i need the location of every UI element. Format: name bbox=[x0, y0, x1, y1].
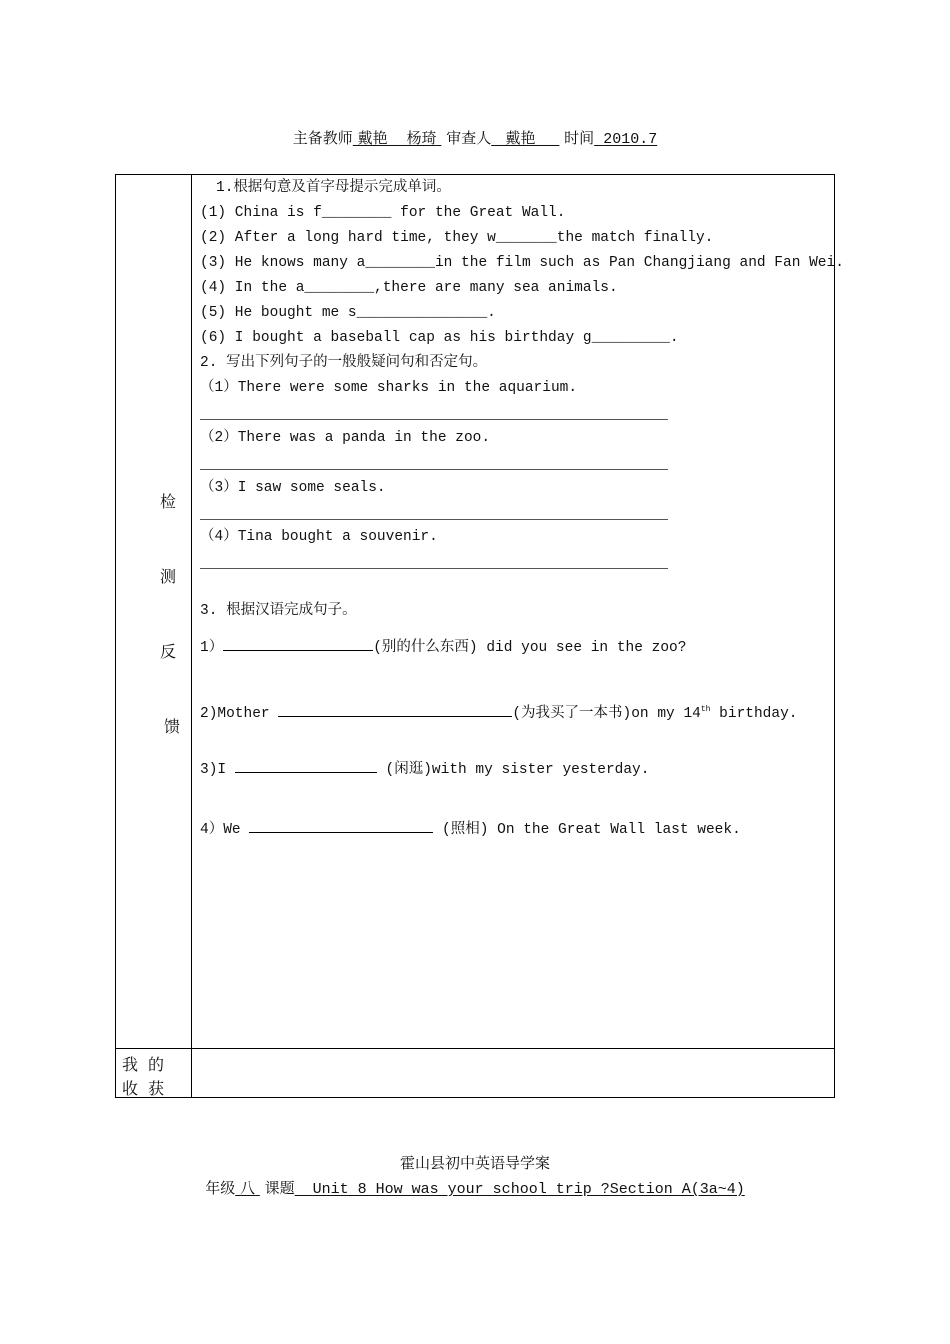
fill-blank[interactable] bbox=[249, 818, 433, 833]
section1-item: (2) After a long hard time, they w_______the match finally. bbox=[200, 230, 714, 246]
section3-question-3: 3)I (闲逛)with my sister yesterday. bbox=[200, 758, 649, 783]
section1-item: (6) I bought a baseball cap as his birthday g_________. bbox=[200, 330, 679, 346]
side-label-char: 检 bbox=[159, 492, 176, 511]
grade-value: 八 bbox=[240, 1179, 256, 1197]
section2-item: （4）Tina bought a souvenir. bbox=[200, 529, 438, 545]
header-line bbox=[0, 127, 950, 148]
section3-question-1: 1） (别的什么东西) did you see in the zoo? bbox=[200, 636, 686, 661]
side-label-char: 馈 bbox=[163, 717, 180, 736]
answer-line[interactable] bbox=[200, 568, 668, 569]
topic-label: 课题 bbox=[264, 1179, 295, 1197]
gain-label-line2: 收获 bbox=[122, 1079, 175, 1098]
school-title: 霍山县初中英语导学案 bbox=[399, 1154, 550, 1172]
teacher-names: 戴艳 杨琦 bbox=[357, 129, 437, 147]
answer-line[interactable] bbox=[200, 519, 668, 520]
section2-item: （2）There was a panda in the zoo. bbox=[200, 430, 491, 446]
time-label: 时间 bbox=[564, 129, 595, 147]
grade-label: 年级 bbox=[205, 1179, 236, 1197]
reviewer-name: 戴艳 bbox=[505, 129, 536, 147]
reviewer-label: 审查人 bbox=[446, 129, 492, 147]
section1-item: (3) He knows many a________in the film such as Pan Changjiang and Fan Wei. bbox=[200, 255, 844, 271]
answer-line[interactable] bbox=[200, 469, 668, 470]
teacher-label: 主备教师 bbox=[292, 129, 353, 147]
section2-item: （1）There were some sharks in the aquarium. bbox=[200, 380, 578, 396]
row-divider bbox=[116, 1048, 834, 1049]
section1-item: (1) China is f________ for the Great Wall. bbox=[200, 205, 566, 221]
time-value: 2010.7 bbox=[603, 131, 658, 148]
topic-value: Unit 8 How was your school trip ?Section A(3a~4) bbox=[312, 1181, 745, 1198]
side-label-char: 反 bbox=[159, 642, 176, 661]
fill-blank[interactable] bbox=[235, 758, 377, 773]
section1-title: 1.根据句意及首字母提示完成单词。 bbox=[216, 180, 451, 196]
fill-blank[interactable] bbox=[278, 702, 512, 717]
section2-item: （3）I saw some seals. bbox=[200, 480, 386, 496]
section3-title: 3. 根据汉语完成句子。 bbox=[200, 603, 357, 619]
section3-question-4: 4）We (照相) On the Great Wall last week. bbox=[200, 818, 741, 843]
section2-title: 2. 写出下列句子的一般般疑问句和否定句。 bbox=[200, 355, 488, 371]
section1-item: (4) In the a________,there are many sea animals. bbox=[200, 280, 618, 296]
side-label-char: 测 bbox=[159, 567, 176, 586]
column-divider bbox=[191, 175, 192, 1097]
section1-item: (5) He bought me s_______________. bbox=[200, 305, 496, 321]
fill-blank[interactable] bbox=[223, 636, 373, 651]
course-info bbox=[0, 1177, 950, 1198]
answer-line[interactable] bbox=[200, 419, 668, 420]
gain-label-line1: 我的 bbox=[122, 1055, 175, 1074]
section3-question-2: 2)Mother (为我买了一本书)on my 14th birthday. bbox=[200, 697, 798, 727]
